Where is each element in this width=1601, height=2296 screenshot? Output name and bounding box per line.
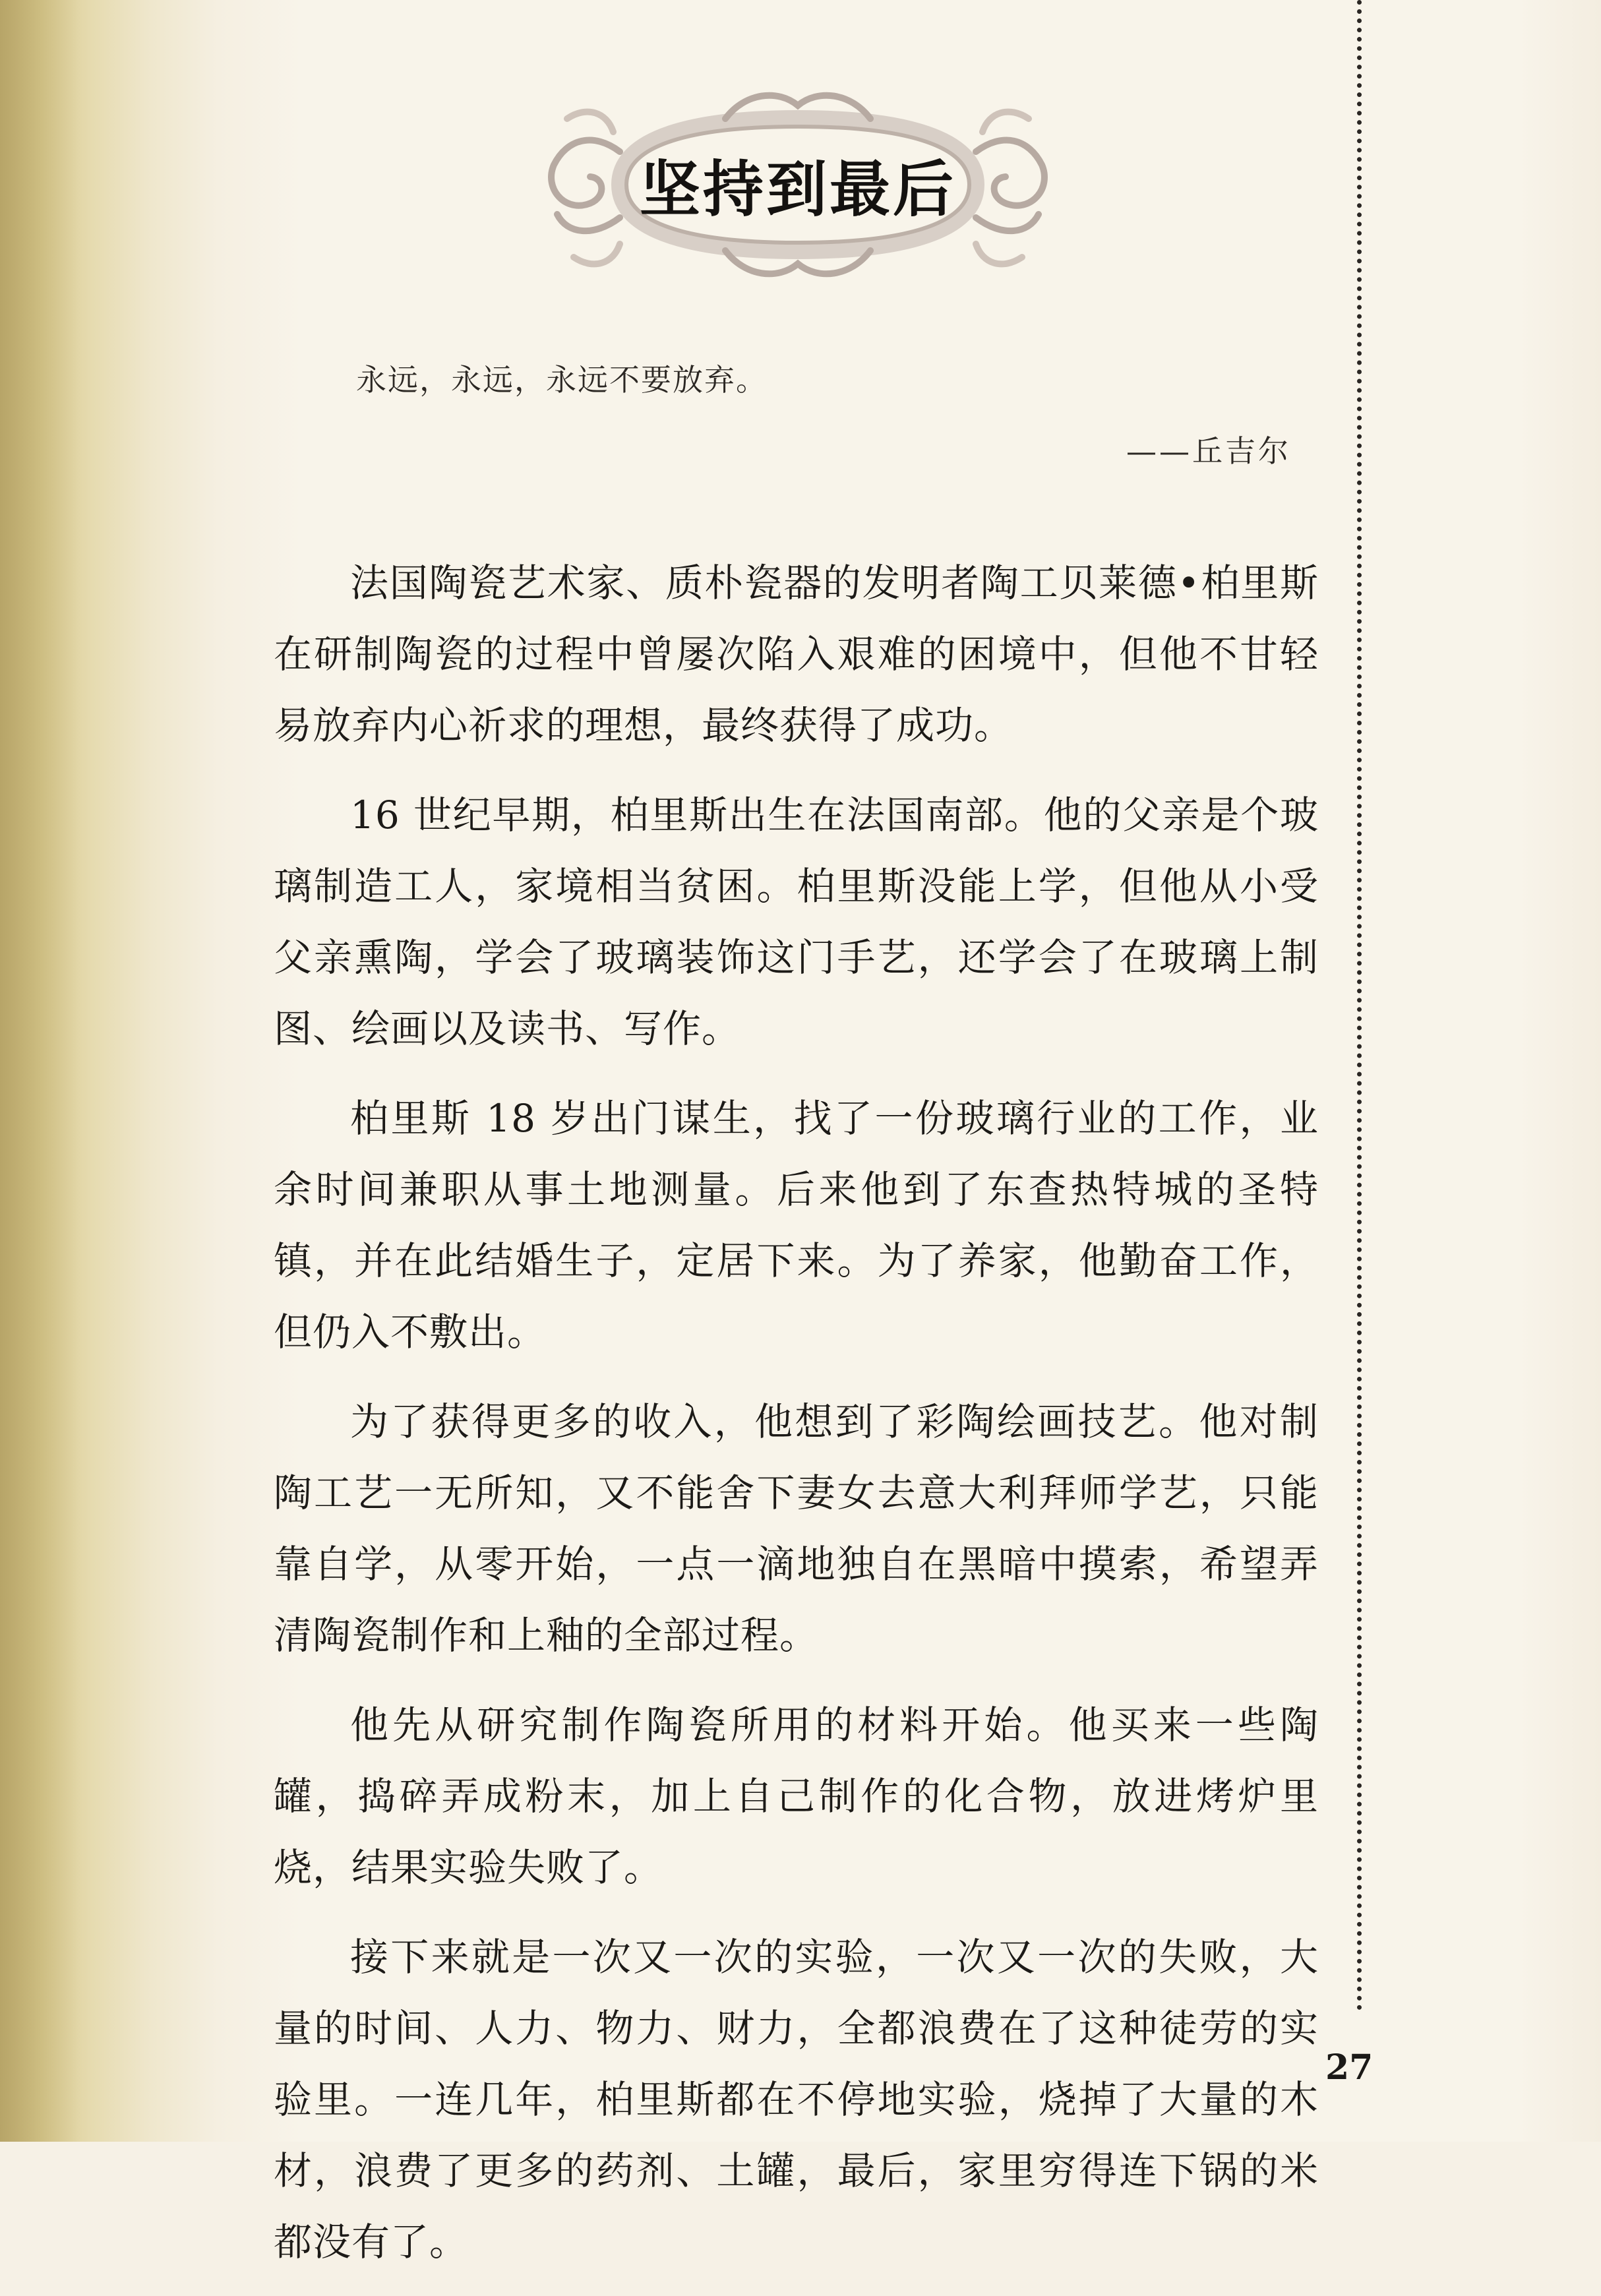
body-text bbox=[274, 547, 1319, 2296]
epigraph-author: ——丘吉尔 bbox=[1126, 433, 1291, 469]
binding-gutter-shadow bbox=[0, 0, 79, 2142]
epigraph-quote: 永远，永远，永远不要放弃。 bbox=[356, 362, 768, 398]
paragraph: 16 世纪早期，柏里斯出生在法国南部。他的父亲是个玻璃制造工人，家境相当贫困。柏里斯没能上学，但他从小受父亲熏陶，学会了玻璃装饰这门手艺，还学会了在玻璃上制图、绘画以及读书、写作。 bbox=[274, 793, 1319, 1051]
paragraph: 为了获得更多的收入，他想到了彩陶绘画技艺。他对制陶工艺一无所知，又不能舍下妻女去意大利拜师学艺，只能靠自学，从零开始，一点一滴地独自在黑暗中摸索，希望弄清陶瓷制作和上釉的全部过程。 bbox=[274, 1399, 1319, 1658]
paragraph: 接下来就是一次又一次的实验，一次又一次的失败，大量的时间、人力、物力、财力，全都浪费在了这种徒劳的实验里。一连几年，柏里斯都在不停地实验，烧掉了大量的木材，浪费了更多的药剂、土罐，最后，家里穷得连下锅的米都没有了。 bbox=[274, 1935, 1319, 2264]
paragraph: 法国陶瓷艺术家、质朴瓷器的发明者陶工贝莱德•柏里斯在研制陶瓷的过程中曾屡次陷入艰难的困境中，但他不甘轻易放弃内心祈求的理想，最终获得了成功。 bbox=[274, 560, 1319, 748]
dotted-margin-rule bbox=[1357, 0, 1362, 2011]
page-number: 27 bbox=[1325, 2047, 1374, 2088]
paragraph: 柏里斯 18 岁出门谋生，找了一份玻璃行业的工作，业余时间兼职从事土地测量。后来他到了东查热特城的圣特镇，并在此结婚生子，定居下来。为了养家，他勤奋工作，但仍入不敷出。 bbox=[274, 1096, 1319, 1354]
paragraph: 他先从研究制作陶瓷所用的材料开始。他买来一些陶罐，捣碎弄成粉末，加上自己制作的化合物，放进烤炉里烧，结果实验失败了。 bbox=[274, 1703, 1319, 1890]
title-ornament-frame bbox=[528, 79, 1068, 290]
page-title: 坚持到最后 bbox=[639, 154, 956, 225]
